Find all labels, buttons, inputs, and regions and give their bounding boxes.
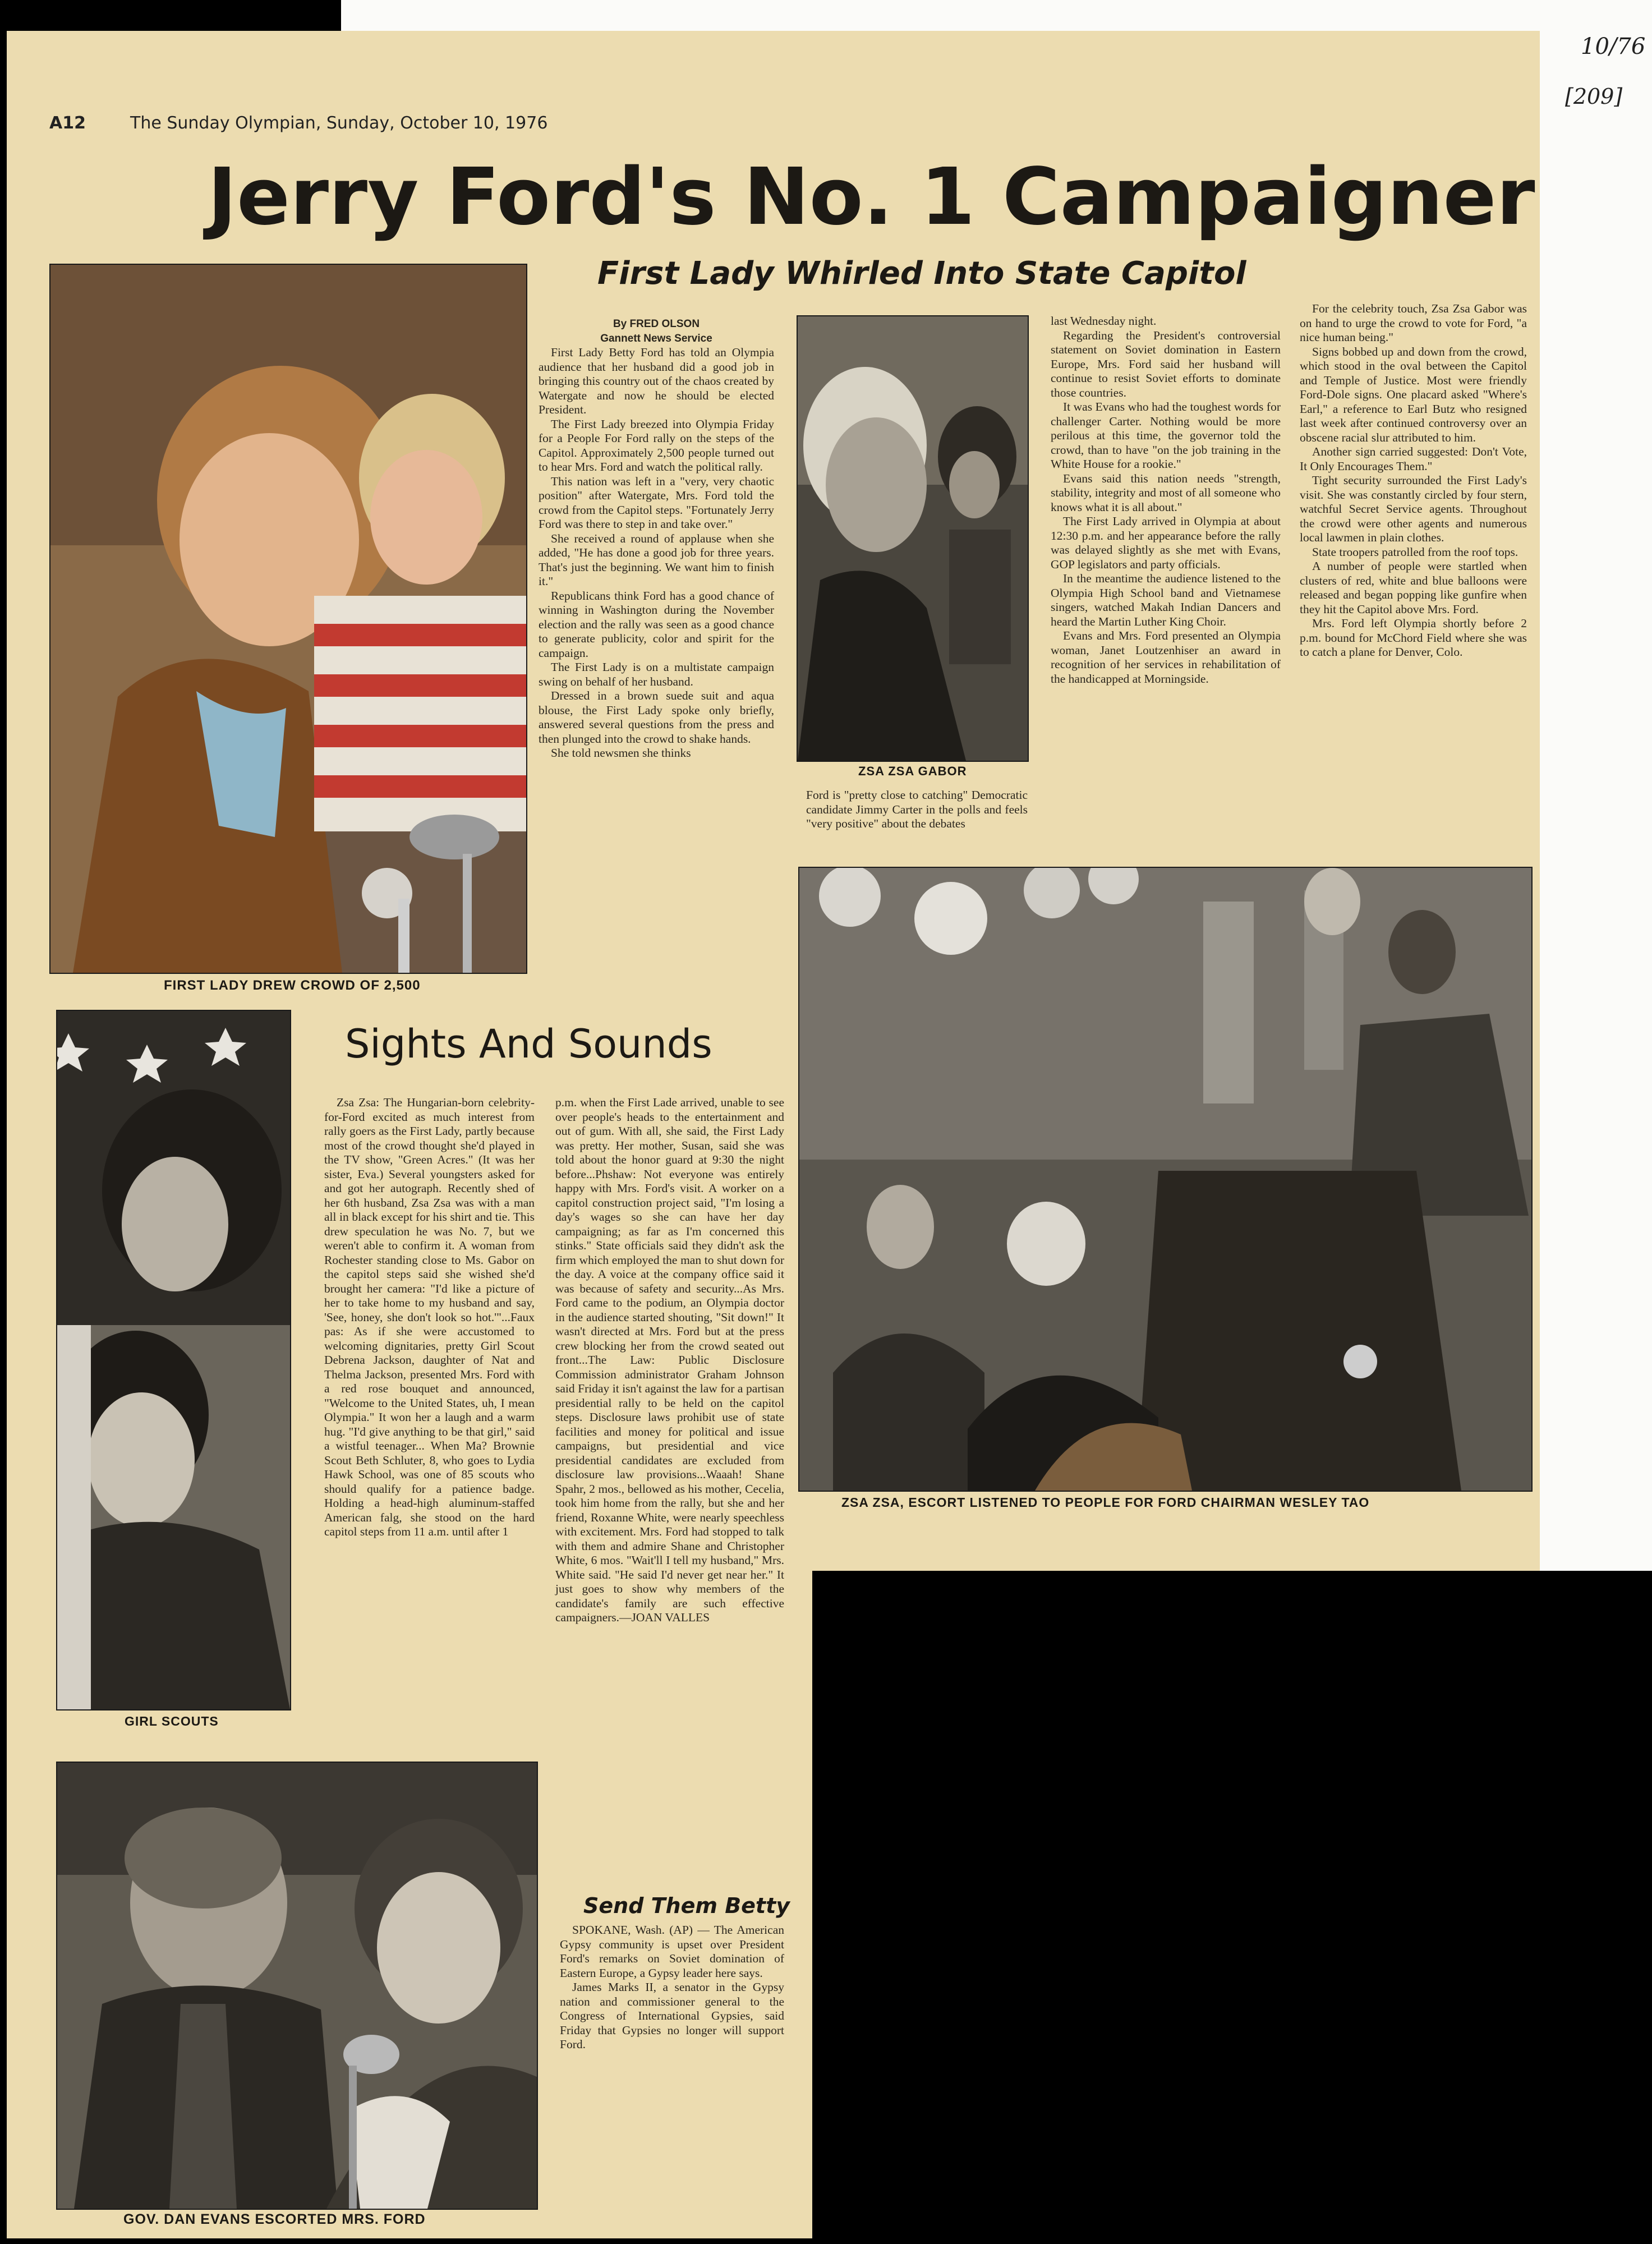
story-paragraph: This nation was left in a "very, very chaotic position" after Watergate, Mrs. Ford told the crowd from the Capitol steps. "Fortunately Jerry Ford was there to step in and take over." bbox=[539, 474, 774, 531]
zsa-zsa-photo bbox=[797, 315, 1029, 762]
story-paragraph: The First Lady is on a multistate campaign swing on behalf of her husband. bbox=[539, 660, 774, 688]
story-column-2-tail bbox=[806, 788, 1028, 850]
story-paragraph: State troopers patrolled from the roof tops. bbox=[1312, 545, 1518, 559]
girl-scouts-photo bbox=[56, 1010, 291, 1710]
handwritten-number: [209] bbox=[1565, 84, 1623, 109]
story-paragraph: She told newsmen she thinks bbox=[551, 746, 691, 760]
story-paragraph: For the celebrity touch, Zsa Zsa Gabor was on hand to urge the crowd to vote for Ford, "a nice human being." bbox=[1300, 302, 1527, 344]
story-paragraph: She received a round of applause when she added, "He has done a good job for three years. That's just the beginning. We want him to finish it." bbox=[539, 531, 774, 588]
story-paragraph: Mrs. Ford left Olympia shortly before 2 p.m. bound for McChord Field where she was to catch a plane for Denver, Colo. bbox=[1300, 617, 1527, 659]
story-paragraph: A number of people were startled when clusters of red, white and blue balloons were released and began popping like gunfire when they hit the Capitol above Mrs. Ford. bbox=[1300, 559, 1527, 616]
story-paragraph: Signs bobbed up and down from the crowd, which stood in the oval between the Capitol and Temple of Justice. Most were friendly Ford-Dole signs. One placard asked "Where's Earl," a reference to Earl Butz who resigned last week after continued controversy over an obscene racial slur attributed to him. bbox=[1300, 344, 1527, 444]
story-paragraph: The First Lady arrived in Olympia at about 12:30 p.m. and her appearance before the rally was delayed slightly as she met with Evans, GOP legislators and party officials. bbox=[1051, 514, 1281, 571]
rally-podium-photo bbox=[798, 867, 1533, 1492]
sights-column-1 bbox=[324, 1096, 535, 1718]
betty-paragraph: James Marks II, a senator in the Gypsy nation and commissioner general to the Congress of International Gypsies, said Friday that Gypsies no longer will support Ford. bbox=[560, 1980, 784, 2051]
masthead: The Sunday Olympian, Sunday, October 10, 1976 bbox=[130, 113, 548, 133]
caption-girl-scouts: GIRL SCOUTS bbox=[125, 1714, 219, 1728]
caption-evans: GOV. DAN EVANS ESCORTED MRS. FORD bbox=[123, 2211, 426, 2227]
story-column-1 bbox=[539, 317, 774, 976]
byline-name: By FRED OLSON bbox=[613, 318, 700, 330]
scan-margin bbox=[1540, 0, 1652, 1571]
story-paragraph: Evans said this nation needs "strength, stability, integrity and most of all someone who knows what it is all about." bbox=[1051, 471, 1281, 514]
byline-service: Gannett News Service bbox=[600, 332, 712, 344]
betty-column bbox=[560, 1923, 784, 2117]
story-paragraph: Another sign carried suggested: Don't Vote, It Only Encourages Them." bbox=[1300, 445, 1527, 473]
handwritten-date: 10/76 bbox=[1581, 34, 1646, 59]
subhead: First Lady Whirled Into State Capitol bbox=[597, 255, 1246, 292]
story-paragraph: It was Evans who had the toughest words for challenger Carter. Nothing would be more perilous at this time, the governor told the crowd, than to have "on the job training in the White House for a rookie." bbox=[1051, 400, 1281, 471]
page-number: A12 bbox=[49, 113, 86, 133]
story-paragraph: In the meantime the audience listened to the Olympia High School band and Vietnamese singers, watched Makah Indian Dancers and heard the Martin Luther King Choir. bbox=[1051, 572, 1281, 628]
story-column-3 bbox=[1051, 314, 1281, 853]
story-paragraph: Dressed in a brown suede suit and aqua blouse, the First Lady spoke only briefly, answered several questions from the press and then plunged into the crowd to shake hands. bbox=[539, 689, 774, 746]
sights-text: Zsa Zsa: The Hungarian-born celebrity-for-Ford excited as much interest from rally goers as the First Lady, partly because most of the crowd thought she'd played in the TV show, "Green Acres." (It was her sister, Eva.) Several youngsters asked for and got her autograph. Recently shed of her 6th husband, Zsa Zsa was with a man all in black except for his shirt and tie. This drew speculation he was No. 7, but we weren't able to confirm it. A woman from Rochester standing close to Ms. Gabor on the capitol steps said she wished she'd brought her camera: "I'd like a picture of her to take home to my husband and say, 'See, honey, she don't look so hot.'"...Faux pas: As if she were accustomed to welcoming dignitaries, pretty Girl Scout Debrena Jackson, daughter of Nat and Thelma Jackson, presented Mrs. Ford with a red rose bouquet and announced, "Welcome to the United States, uh, I mean Olympia." It won her a laugh and a warm hug. "I'd give anything to be that girl," said a wistful teenager... When Ma? Brownie Scout Beth Schluter, 8, who goes to Lydia Hawk School, was one of 85 scouts who should qualify for a patience badge. Holding a head-high aluminum-staffed American falg, she stood on the hard capitol steps from 11 a.m. until after 1 bbox=[324, 1096, 535, 1538]
story-paragraph: Ford is "pretty close to catching" Democratic candidate Jimmy Carter in the polls and feels "very positive" about the debates bbox=[806, 788, 1028, 830]
caption-first-lady: FIRST LADY DREW CROWD OF 2,500 bbox=[164, 978, 421, 993]
betty-title: Send Them Betty bbox=[583, 1893, 790, 1918]
caption-escort: ZSA ZSA, ESCORT LISTENED TO PEOPLE FOR FORD CHAIRMAN WESLEY TAO bbox=[841, 1495, 1370, 1510]
evans-photo bbox=[56, 1762, 538, 2210]
sights-column-2 bbox=[555, 1096, 784, 1903]
story-paragraph: Regarding the President's controversial statement on Soviet domination in Eastern Europe, Mrs. Ford said her husband will continue to resist Soviet efforts to dominate those countries. bbox=[1051, 328, 1281, 399]
story-column-4 bbox=[1300, 302, 1527, 857]
first-lady-photo bbox=[49, 264, 527, 974]
headline: Jerry Ford's No. 1 Campaigner bbox=[208, 151, 1535, 243]
betty-paragraph: SPOKANE, Wash. (AP) — The American Gypsy community is upset over President Ford's remarks on Soviet domination of Eastern Europe, a Gypsy leader here says. bbox=[560, 1923, 784, 1980]
story-paragraph: Evans and Mrs. Ford presented an Olympia woman, Janet Loutzenhiser an award in recognition of her services in rehabilitation of the handicapped at Morningside. bbox=[1051, 629, 1281, 686]
story-paragraph: First Lady Betty Ford has told an Olympia audience that her husband did a good job in bringing this country out of the chaos created by Watergate and now he should be elected President. bbox=[539, 346, 774, 416]
sights-text: p.m. when the First Lade arrived, unable to see over people's heads to the entertainment and out of gum. With all, she said, the First Lady was pretty. Her mother, Susan, said she was told about the honor guard at 9:30 the night before...Phshaw: Not everyone was entirely happy with Mrs. Ford's visit. A worker on a capitol construction project said, "I'm losing a day's wages so she can have her day campaigning; as far as I'm concerned this stinks." State officials said they didn't ask the firm which employed the man to shut down for the day. A voice at the company office said it was because of safety and security...As Mrs. Ford came to the podium, an Olympia doctor in the audience started shouting, "Sit down!" It wasn't directed at Mrs. Ford but at the press crew blocking her from the crowd seated out front...The Law: Public Disclosure Commission administrator Graham Johnson said Friday it isn't against the law for a partisan presidential rally to be held on the capitol steps. Disclosure laws prohibit use of state facilities and money for political and issue campaigns, but presidential and vice presidential candidates are excluded from disclosure law provisions...Waaah! Shane Spahr, 2 mos., bellowed as his mother, Cecelia, took him home from the rally, but she and her friend, Roxanne White, were nearly speechless with excitement. Mrs. Ford had stopped to talk with them and admire Shane and Christopher White, 6 mos. "Wait'll I tell my husband," Mrs. White said. "He said I'd never get near her." It just goes to show why members of the candidate's family are such effective campaigners.—JOAN VALLES bbox=[555, 1096, 784, 1624]
story-paragraph: Republicans think Ford has a good chance of winning in Washington during the November election and the rally was seen as a good chance to generate publicity, color and spirit for the campaign. bbox=[539, 588, 774, 660]
story-paragraph: Tight security surrounded the First Lady's visit. She was constantly circled by four stern, watchful Secret Service agents. Throughout the crowd were other agents and numerous local lawmen in plain clothes. bbox=[1300, 473, 1527, 544]
sights-title: Sights And Sounds bbox=[345, 1021, 712, 1067]
story-paragraph: The First Lady breezed into Olympia Friday for a People For Ford rally on the steps of the Capitol. Approximately 2,500 people turned out to hear Mrs. Ford and watch the political rally. bbox=[539, 417, 774, 473]
story-paragraph: last Wednesday night. bbox=[1051, 314, 1157, 328]
caption-zsa-zsa: ZSA ZSA GABOR bbox=[858, 764, 967, 778]
